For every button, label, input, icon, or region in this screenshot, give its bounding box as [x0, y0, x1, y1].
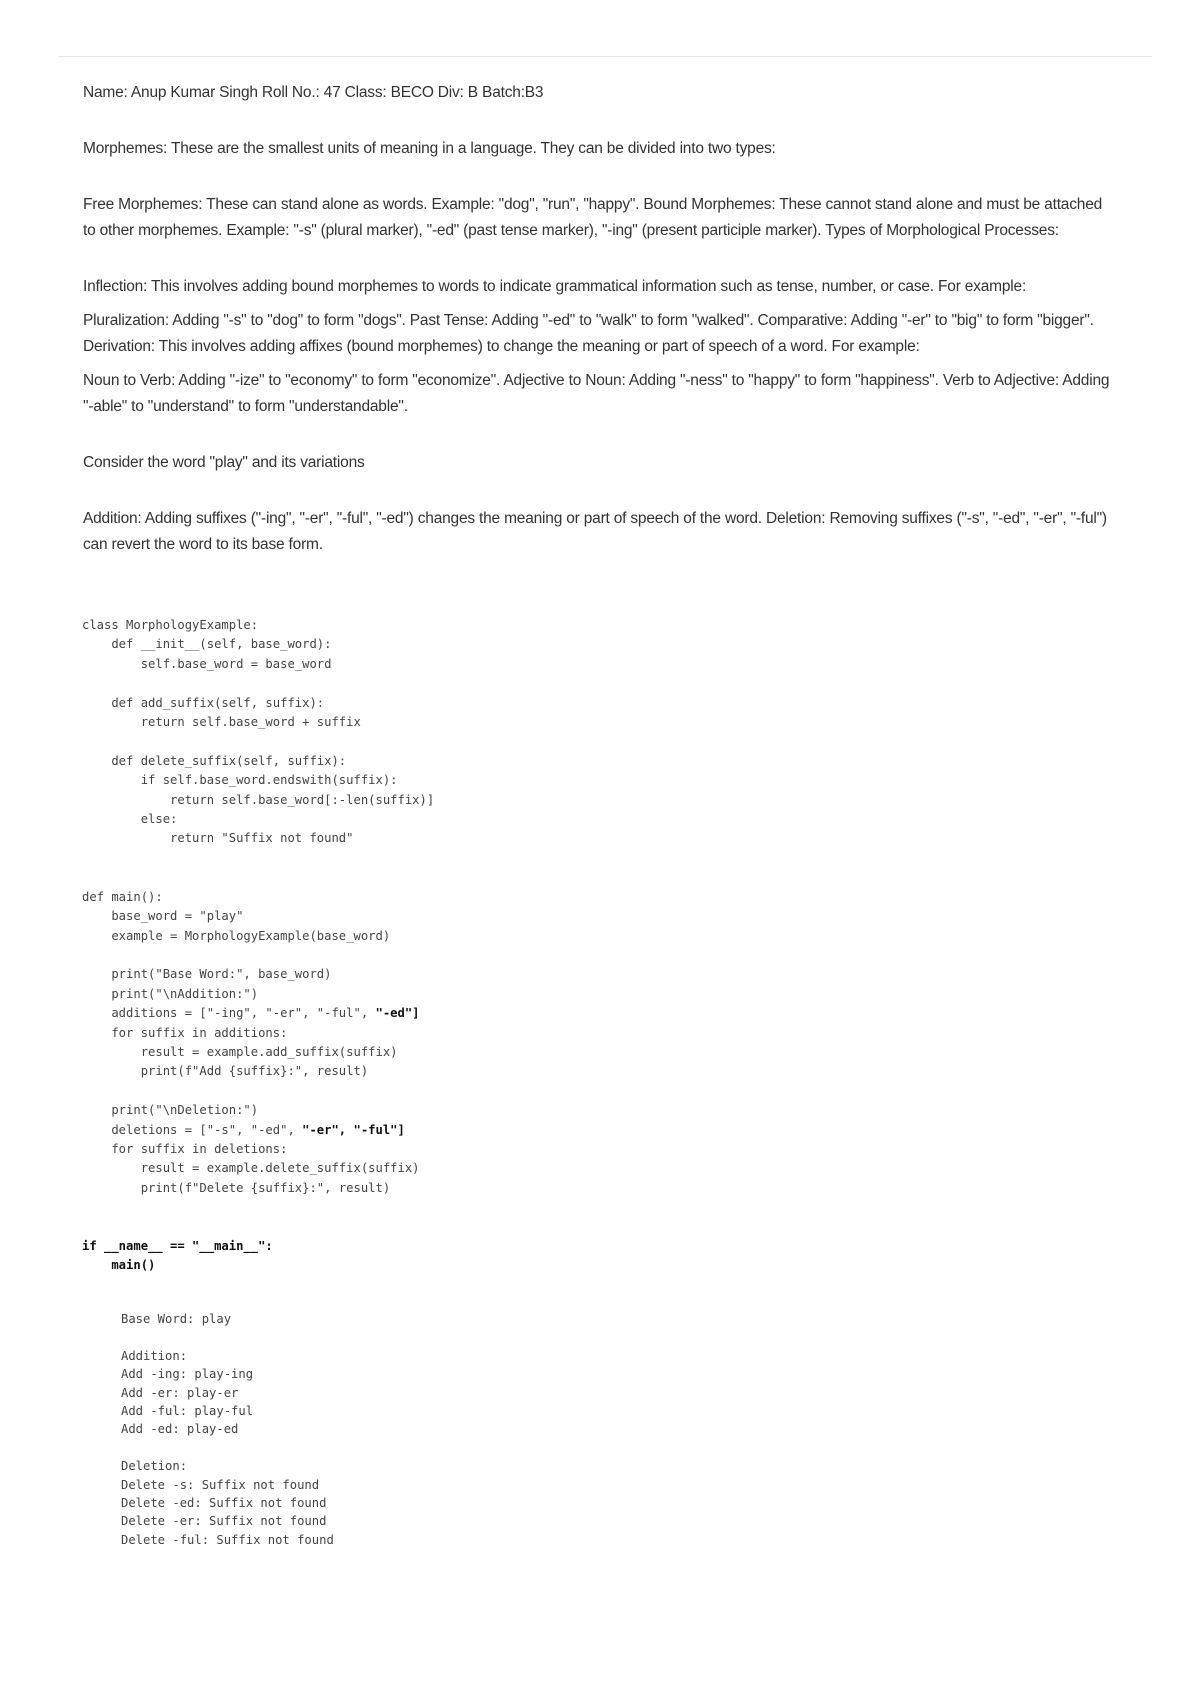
code-line	[82, 907, 434, 926]
code-line	[82, 1237, 434, 1256]
code-line	[82, 810, 434, 829]
code-line	[82, 616, 434, 635]
code-line	[82, 674, 434, 693]
paragraph-morphemes: Morphemes: These are the smallest units of meaning in a language. They can be divided into two types:	[83, 140, 776, 157]
code-segment: def delete_suffix(self, suffix):	[82, 753, 347, 768]
code-segment: else:	[82, 812, 178, 827]
code-line	[82, 655, 434, 674]
code-line	[82, 1140, 434, 1159]
output-line: Deletion:	[121, 1459, 188, 1474]
output-line: Delete -s: Suffix not found	[121, 1477, 320, 1492]
code-segment: def main():	[82, 889, 163, 904]
paragraph-pluralization: Pluralization: Adding "-s" to "dog" to form "dogs". Past Tense: Adding "-ed" to "walk" to form "walked". Comparative: Adding "-er" to "big" to form "bigger". Derivation: This involves adding affixes (bound morphemes) to change the meaning or part of speech of a word. For example:	[83, 312, 1094, 355]
code-line	[82, 635, 434, 654]
code-line	[82, 965, 434, 984]
output-line: Base Word: play	[121, 1312, 232, 1326]
code-line	[82, 849, 434, 868]
code-line	[82, 1179, 434, 1198]
output-line: Delete -ed: Suffix not found	[121, 1496, 327, 1511]
code-line	[82, 1024, 434, 1043]
output-line: Addition:	[121, 1348, 188, 1363]
output-line: Add -ful: play-ful	[121, 1404, 254, 1419]
code-segment: base_word = "play"	[82, 909, 244, 924]
code-segment: print("\nAddition:")	[82, 986, 259, 1001]
output-line: Delete -ful: Suffix not found	[121, 1532, 334, 1547]
code-line	[82, 1218, 434, 1237]
output-line: Add -er: play-er	[121, 1385, 239, 1400]
paragraph-free-bound: Free Morphemes: These can stand alone as words. Example: "dog", "run", "happy". Bound Morphemes: These cannot stand alone and must be attached to other morphemes. Example: "-s" (plural marker), "-ed" (past tense marker), "-ing" (present participle marker). Types of Morphological Processes:	[83, 196, 1103, 239]
code-line	[82, 829, 434, 848]
code-segment: print("Base Word:", base_word)	[82, 967, 332, 982]
code-line	[82, 694, 434, 713]
output-line: Add -ing: play-ing	[121, 1367, 254, 1382]
code-segment: class MorphologyExample:	[82, 618, 259, 632]
code-segment: def add_suffix(self, suffix):	[82, 695, 325, 710]
code-line	[82, 713, 434, 732]
code-segment: print(f"Add {suffix}:", result)	[82, 1064, 369, 1079]
code-line	[82, 1043, 434, 1062]
code-line	[82, 1101, 434, 1120]
paragraph-addition-deletion: Addition: Adding suffixes ("-ing", "-er", "-ful", "-ed") changes the meaning or part of speech of the word. Deletion: Removing suffixes ("-s", "-ed", "-er", "-ful") can revert the word to its base form.	[83, 510, 1107, 553]
code-line	[82, 1062, 434, 1081]
code-line	[82, 1256, 434, 1275]
code-segment: return self.base_word + suffix	[82, 715, 361, 730]
code-line	[82, 985, 434, 1004]
code-segment: print("\nDeletion:")	[82, 1103, 259, 1118]
code-segment: main()	[82, 1258, 156, 1273]
code-segment: result = example.delete_suffix(suffix)	[82, 1161, 420, 1176]
code-segment: "-er", "-ful"]	[302, 1122, 405, 1137]
program-output	[121, 1310, 334, 1549]
code-segment: if self.base_word.endswith(suffix):	[82, 773, 398, 788]
code-segment: result = example.add_suffix(suffix)	[82, 1044, 398, 1059]
paragraph-inflection: Inflection: This involves adding bound morphemes to words to indicate grammatical information such as tense, number, or case. For example:	[83, 278, 1027, 295]
output-line	[121, 1328, 334, 1346]
code-segment: return "Suffix not found"	[82, 831, 354, 846]
code-block	[82, 616, 434, 1276]
paragraph-consider: Consider the word "play" and its variations	[83, 454, 365, 471]
code-line	[82, 927, 434, 946]
code-segment: deletions = ["-s", "-ed",	[82, 1122, 303, 1137]
code-segment: if __name__ == "__main__":	[82, 1239, 273, 1253]
page-top-divider	[58, 56, 1152, 57]
code-line	[82, 1198, 434, 1217]
code-segment: return self.base_word[:-len(suffix)]	[82, 792, 435, 807]
document-body	[83, 80, 1118, 558]
code-line	[82, 946, 434, 965]
code-line	[82, 868, 434, 887]
output-line: Add -ed: play-ed	[121, 1422, 239, 1437]
code-segment: example = MorphologyExample(base_word)	[82, 928, 391, 943]
paragraph-noun-verb: Noun to Verb: Adding "-ize" to "economy" to form "economize". Adjective to Noun: Adding "-ness" to "happy" to form "happiness". Verb to Adjective: Adding "-able" to "understand" to form "understandable".	[83, 372, 1110, 415]
code-line	[82, 732, 434, 751]
code-line	[82, 1004, 434, 1023]
code-segment: for suffix in deletions:	[82, 1141, 288, 1156]
code-line	[82, 1082, 434, 1101]
code-segment: self.base_word = base_word	[82, 656, 332, 671]
code-line	[82, 752, 434, 771]
code-segment: additions = ["-ing", "-er", "-ful",	[82, 1006, 376, 1021]
code-line	[82, 888, 434, 907]
code-segment: "-ed"]	[375, 1006, 420, 1021]
code-segment: print(f"Delete {suffix}:", result)	[82, 1180, 391, 1195]
output-line: Delete -er: Suffix not found	[121, 1514, 327, 1529]
code-segment: def __init__(self, base_word):	[82, 637, 332, 652]
code-line	[82, 771, 434, 790]
output-line	[121, 1439, 334, 1457]
student-info-header: Name: Anup Kumar Singh Roll No.: 47 Class: BECO Div: B Batch:B3	[83, 84, 544, 101]
code-line	[82, 1121, 434, 1140]
code-line	[82, 1159, 434, 1178]
code-line	[82, 791, 434, 810]
code-segment: for suffix in additions:	[82, 1025, 288, 1040]
